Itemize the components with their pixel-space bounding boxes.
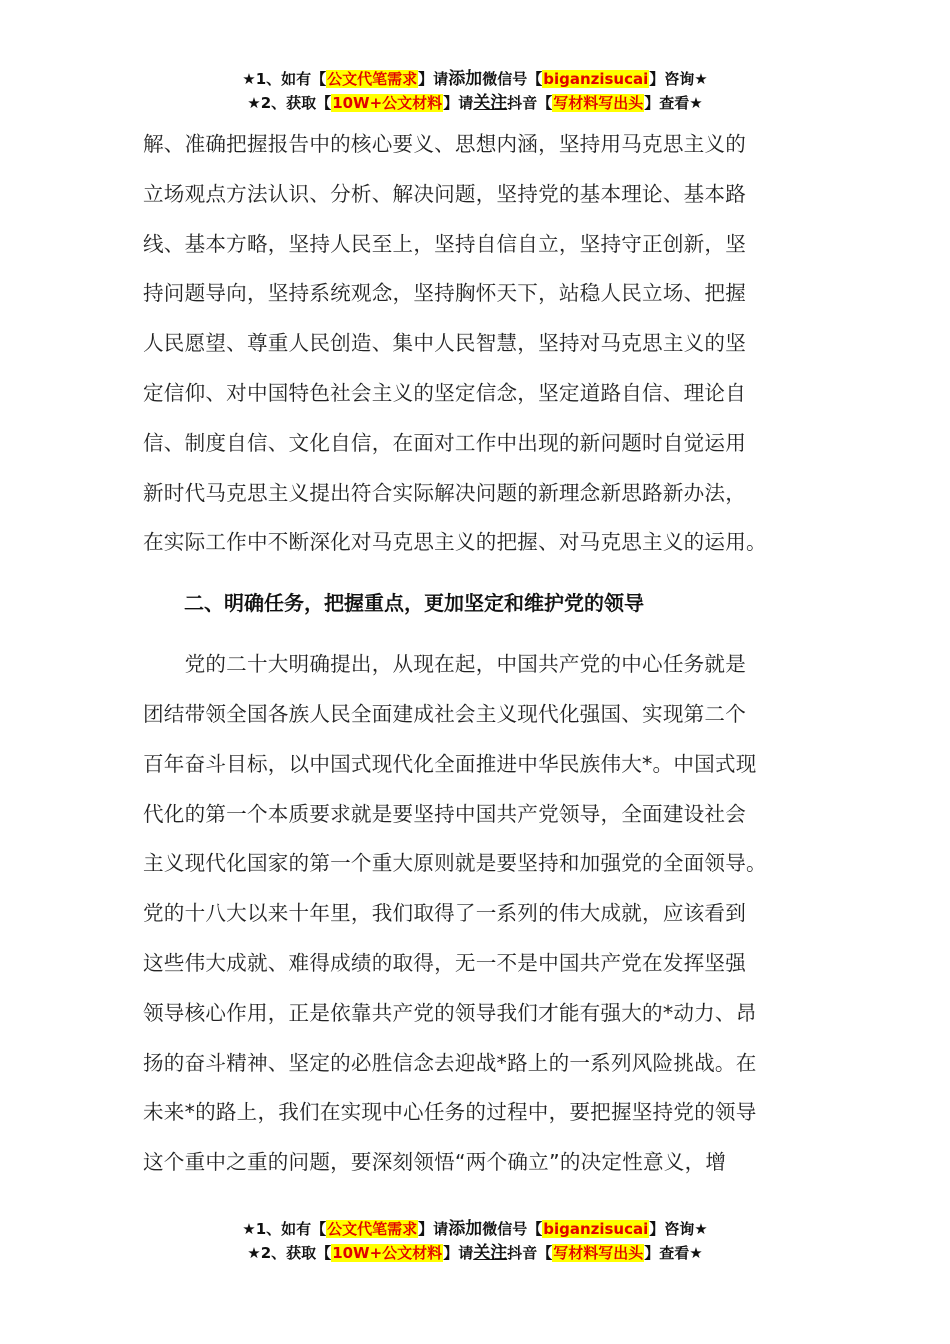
highlight-douyin: 写材料写出头 — [553, 1244, 644, 1262]
text-line: 人民愿望、尊重人民创造、集中人民智慧，坚持对马克思主义的坚 — [143, 331, 747, 356]
banner-emphasis: 关注 — [473, 1243, 508, 1263]
highlight-service: 公文代笔需求 — [327, 70, 418, 88]
text-line: 领导核心作用，正是依靠共产党的领导我们才能有强大的*动力、昂 — [143, 1000, 757, 1025]
text-line: 这些伟大成就、难得成绩的取得，无一不是中国共产党在发挥坚强 — [143, 950, 747, 975]
highlight-service: 公文代笔需求 — [327, 1220, 418, 1238]
banner-emphasis: 关注 — [473, 93, 508, 113]
paragraph-2 — [143, 640, 823, 1188]
banner-text: 】咨询★ — [649, 1220, 708, 1238]
highlight-materials: 10W+公文材料 — [332, 94, 443, 112]
section-heading: 二、明确任务，把握重点，更加坚定和维护党的领导 — [184, 591, 644, 616]
banner-text: 微信号【 — [482, 70, 543, 88]
banner-text: ★1、如有【 — [242, 70, 327, 88]
banner-text: 】请 — [443, 94, 474, 112]
paragraph-1 — [143, 120, 823, 568]
text-line: 团结带领全国各族人民全面建成社会主义现代化强国、实现第二个 — [143, 701, 747, 726]
highlight-materials: 10W+公文材料 — [332, 1244, 443, 1262]
banner-line-1 — [0, 67, 950, 91]
highlight-douyin: 写材料写出头 — [553, 94, 644, 112]
banner-line-2 — [0, 91, 950, 115]
header-banner — [0, 67, 950, 115]
banner-text: 】咨询★ — [649, 70, 708, 88]
banner-text: 】查看★ — [644, 1244, 703, 1262]
text-line: 代化的第一个本质要求就是要坚持中国共产党领导，全面建设社会 — [143, 801, 747, 826]
text-line: 新时代马克思主义提出符合实际解决问题的新理念新思路新办法， — [143, 480, 747, 505]
highlight-wechat-id: biganzisucai — [543, 1220, 649, 1238]
banner-text: ★2、获取【 — [247, 1244, 332, 1262]
banner-text: ★2、获取【 — [247, 94, 332, 112]
text-line: 党的二十大明确提出，从现在起，中国共产党的中心任务就是 — [143, 652, 747, 677]
text-line: 线、基本方略，坚持人民至上，坚持自信自立，坚持守正创新，坚 — [143, 231, 747, 256]
footer-banner — [0, 1217, 950, 1265]
highlight-wechat-id: biganzisucai — [543, 70, 649, 88]
text-line: 定信仰、对中国特色社会主义的坚定信念，坚定道路自信、理论自 — [143, 380, 747, 405]
text-line: 立场观点方法认识、分析、解决问题，坚持党的基本理论、基本路 — [143, 181, 747, 206]
text-line: 解、准确把握报告中的核心要义、思想内涵，坚持用马克思主义的 — [143, 132, 747, 156]
banner-text: 抖音【 — [507, 1244, 553, 1262]
banner-text: 抖音【 — [507, 94, 553, 112]
banner-text: 】请 — [443, 1244, 474, 1262]
banner-text: 】请 — [418, 1220, 449, 1238]
banner-line-2 — [0, 1241, 950, 1265]
text-line: 在实际工作中不断深化对马克思主义的把握、对马克思主义的运用。 — [143, 530, 767, 555]
document-body — [143, 120, 823, 1188]
text-line: 未来*的路上，我们在实现中心任务的过程中，要把握坚持党的领导 — [143, 1100, 757, 1125]
banner-text: ★1、如有【 — [242, 1220, 327, 1238]
text-line: 扬的奋斗精神、坚定的必胜信念去迎战*路上的一系列风险挑战。在 — [143, 1050, 757, 1075]
text-line: 信、制度自信、文化自信，在面对工作中出现的新问题时自觉运用 — [143, 430, 747, 455]
text-line: 这个重中之重的问题，要深刻领悟“两个确立”的决定性意义，增 — [143, 1150, 727, 1175]
text-line: 主义现代化国家的第一个重大原则就是要坚持和加强党的全面领导。 — [143, 851, 767, 876]
banner-line-1 — [0, 1217, 950, 1241]
banner-text: 】查看★ — [644, 94, 703, 112]
banner-text: 微信号【 — [482, 1220, 543, 1238]
text-line: 党的十八大以来十年里，我们取得了一系列的伟大成就，应该看到 — [143, 901, 747, 926]
banner-emphasis: 添加 — [448, 1219, 483, 1239]
banner-text: 】请 — [418, 70, 449, 88]
text-line: 百年奋斗目标，以中国式现代化全面推进中华民族伟大*。中国式现 — [143, 751, 757, 776]
text-line: 持问题导向，坚持系统观念，坚持胸怀天下，站稳人民立场、把握 — [143, 281, 747, 306]
banner-emphasis: 添加 — [448, 69, 483, 89]
